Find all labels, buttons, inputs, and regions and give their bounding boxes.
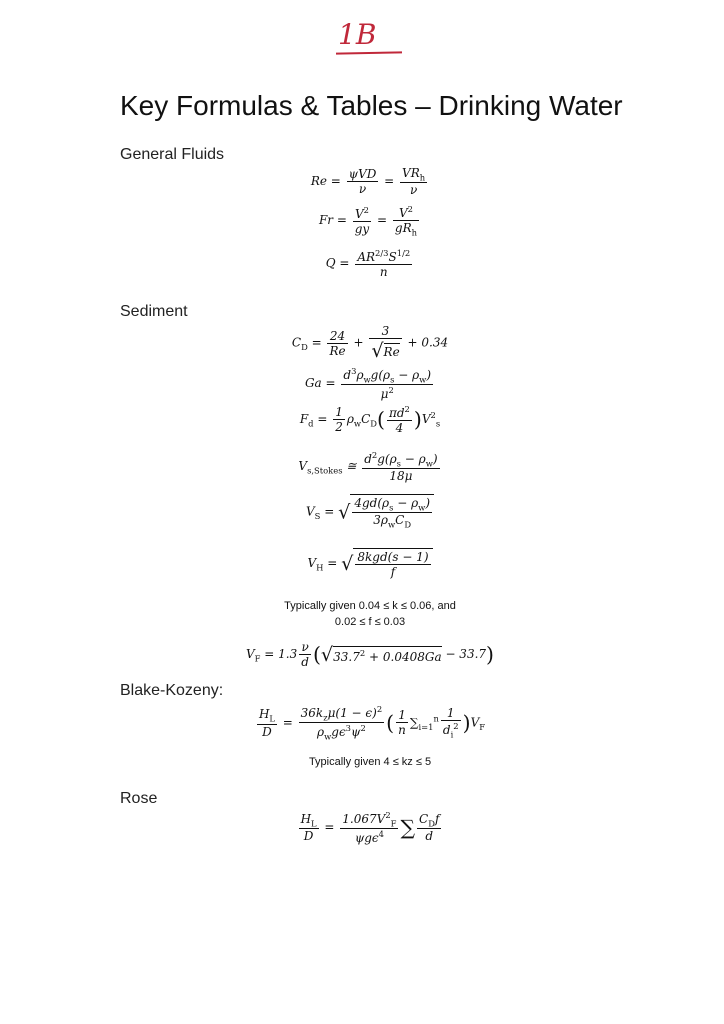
formula-term: =: [320, 504, 339, 519]
formula-term: 18μ: [389, 469, 413, 484]
formula-fraction: [387, 404, 412, 435]
formula-term: ψ: [351, 725, 361, 740]
formula-term: F: [299, 412, 309, 426]
formula-sub: D: [301, 341, 308, 352]
formula-sup: 2: [404, 404, 410, 414]
formula-fraction: [327, 329, 347, 358]
formula-term: Re: [383, 344, 400, 359]
formula-term: =: [323, 556, 342, 570]
formula-bracket: ∑: [400, 815, 416, 840]
formula-sub: h: [411, 227, 418, 238]
formula-term: Fr =: [318, 213, 351, 228]
formula-settling-velocity: [0, 494, 724, 530]
formula-fraction: [347, 167, 379, 196]
numerator: [387, 404, 412, 421]
formula-fraction: [417, 812, 441, 843]
formula-term: H: [300, 812, 312, 826]
formula-bracket: ): [413, 407, 422, 432]
radical-sign: √: [320, 643, 334, 666]
formula-sub: s,Stokes: [307, 465, 343, 476]
formula-term: 3ρ: [373, 513, 388, 528]
formula-term: =: [278, 715, 297, 730]
formula-term: gR: [394, 221, 412, 235]
numerator: [333, 405, 345, 420]
numerator: [441, 706, 461, 721]
formula-term: ν: [409, 183, 418, 198]
denominator: [299, 723, 385, 741]
handwritten-annotation: 1B: [338, 18, 377, 51]
formula-term: =: [320, 820, 339, 835]
numerator: [299, 704, 385, 723]
formula-sub: w: [425, 458, 433, 469]
formula-term: gϵ: [331, 725, 346, 740]
formula-term: D: [262, 724, 272, 739]
formula-bracket: (: [312, 642, 321, 667]
formula-term: − ρ: [393, 496, 419, 510]
annotation-underline: [336, 51, 402, 54]
formula-term: − ρ: [400, 452, 426, 466]
radicand: [333, 646, 441, 664]
formula-term: ν: [301, 640, 309, 654]
formula-bracket: ): [462, 710, 471, 735]
numerator: [393, 204, 419, 221]
section-rose: Rose: [120, 790, 158, 807]
formula-sub: F: [254, 653, 261, 664]
formula-sup: 1/2: [396, 248, 411, 258]
formula-drag-force: [0, 404, 724, 435]
formula-term: d: [364, 452, 372, 466]
denominator: [441, 721, 461, 739]
formula-term: 4gd(ρ: [354, 496, 390, 510]
formula-term: V: [354, 207, 364, 222]
formula-term: 1.067V: [342, 812, 386, 826]
radicand: [353, 548, 432, 579]
formula-term: =: [307, 335, 326, 350]
formula-term: V: [245, 647, 255, 661]
formula-fraction: [333, 405, 345, 434]
numerator: [400, 166, 427, 183]
formula-term: 1: [446, 706, 455, 721]
denominator: [327, 344, 347, 358]
formula-term: 33.7: [333, 649, 360, 664]
numerator: [396, 708, 408, 723]
formula-bracket: (: [386, 710, 395, 735]
denominator: [341, 385, 433, 401]
radical-sign: √: [371, 339, 384, 362]
formula-scour-velocity: [0, 548, 724, 579]
formula-term: ρ: [356, 368, 364, 382]
formula-term: V: [307, 556, 317, 570]
note-kz-range: Typically given 4 ≤ kz ≤ 5: [308, 756, 432, 768]
formula-fraction: [396, 708, 408, 737]
denominator: [347, 182, 379, 196]
formula-sub: L: [311, 818, 317, 829]
formula-term: ρ: [317, 725, 325, 740]
formula-sup: n: [433, 713, 439, 724]
formula-term: d: [301, 655, 309, 669]
denominator: [299, 829, 319, 843]
formula-sub: D: [370, 418, 377, 429]
formula-fraction: [352, 496, 432, 530]
formula-term: n: [379, 265, 388, 279]
formula-term: D: [303, 829, 314, 844]
formula-froude: [0, 204, 724, 237]
formula-term: ): [426, 368, 432, 382]
denominator: [353, 222, 371, 236]
formula-term: Q =: [325, 256, 354, 270]
formula-term: V: [421, 412, 431, 426]
radicand: [384, 343, 400, 359]
formula-term: 8kgd(s − 1): [357, 550, 429, 564]
formula-term: C: [361, 412, 371, 426]
denominator: [387, 421, 412, 435]
note-k-range: Typically given 0.04 ≤ k ≤ 0.06, and: [284, 600, 456, 612]
formula-sub: i: [450, 729, 454, 740]
formula-sub: z: [323, 712, 328, 723]
formula-fraction: [362, 450, 439, 483]
formula-term: +: [349, 335, 368, 350]
formula-sub: H: [316, 562, 324, 573]
formula-sup: 3: [345, 723, 352, 734]
formula-term: C: [395, 513, 405, 528]
formula-stokes-velocity: [0, 450, 724, 483]
formula-term: ψgϵ: [354, 831, 379, 846]
formula-term: V: [398, 206, 408, 220]
formula-term: g(ρ: [377, 452, 397, 466]
formula-sub: s: [390, 374, 395, 385]
denominator: [400, 183, 427, 197]
formula-fraction: [369, 324, 401, 362]
formula-sub: F: [479, 721, 486, 732]
formula-sub: w: [353, 418, 362, 429]
formula-term: − ρ: [394, 368, 420, 382]
formula-term: + 0.34: [403, 335, 449, 350]
formula-bracket: ): [486, 642, 494, 667]
denominator: [396, 723, 408, 737]
formula-sqrt: [371, 339, 399, 362]
formula-term: ψVD: [348, 167, 377, 182]
formula-term: AR: [357, 250, 376, 264]
formula-rose: [0, 810, 724, 845]
formula-galileo: [0, 366, 724, 401]
formula-term: d: [425, 829, 434, 844]
formula-sqrt: [338, 494, 434, 530]
formula-term: 1: [398, 708, 406, 723]
formula-sub: S: [314, 510, 321, 521]
formula-sup: 2/3: [375, 248, 389, 258]
numerator: [352, 496, 432, 513]
formula-sup: 3: [351, 366, 357, 376]
formula-term: 24: [329, 328, 346, 343]
formula-sup: 2: [359, 647, 366, 658]
formula-drag-coefficient: [0, 324, 724, 362]
formula-sub: s: [389, 502, 394, 513]
formula-fraction: [299, 812, 319, 843]
radical-sign: √: [338, 500, 351, 524]
numerator: [347, 167, 379, 182]
formula-sub: i=1: [418, 721, 434, 732]
formula-sub: D: [404, 519, 412, 530]
formula-sup: 2: [376, 704, 383, 714]
numerator: [257, 707, 277, 724]
formula-fraction: [441, 706, 461, 739]
formula-term: =: [313, 412, 332, 426]
numerator: [299, 640, 311, 655]
formula-term: ν: [358, 182, 367, 197]
page-title: Key Formulas & Tables – Drinking Water: [120, 90, 623, 121]
formula-sup: 2: [371, 450, 378, 460]
formula-reynolds: [0, 166, 724, 197]
formula-sub: L: [269, 713, 275, 724]
section-blake-kozeny: Blake-Kozeny:: [120, 682, 224, 699]
formula-term: =: [373, 213, 391, 228]
formula-term: gy: [354, 222, 370, 237]
formula-sup: 2: [430, 410, 436, 420]
formula-term: =: [380, 174, 399, 189]
numerator: [341, 366, 433, 385]
note-f-range: 0.02 ≤ f ≤ 0.03: [334, 616, 406, 628]
denominator: [299, 655, 311, 669]
formula-bracket: (: [376, 407, 385, 432]
formula-fraction: [299, 704, 385, 742]
formula-term: V: [306, 504, 315, 519]
formula-sup: 2: [407, 204, 413, 214]
formula-sub: s: [396, 458, 401, 469]
formula-term: VR: [402, 166, 420, 180]
formula-term: 4: [395, 421, 404, 435]
formula-term: + 0.0408Ga: [365, 649, 442, 664]
section-general-fluids: General Fluids: [120, 146, 225, 163]
formula-sqrt: [321, 643, 442, 666]
formula-filtration-velocity: [0, 640, 724, 669]
formula-sub: h: [419, 172, 426, 183]
formula-term: C: [419, 812, 429, 826]
numerator: [417, 812, 441, 829]
formula-term: S: [388, 250, 397, 264]
formula-term: Re =: [310, 174, 345, 189]
formula-term: V: [470, 715, 480, 730]
numerator: [299, 812, 319, 829]
formula-term: 36k: [300, 706, 324, 720]
formula-sub: w: [363, 374, 371, 385]
formula-term: g(ρ: [370, 368, 391, 382]
formula-fraction: [341, 366, 433, 401]
radicand: [350, 494, 434, 530]
formula-fraction: [299, 640, 311, 669]
formula-term: Re: [329, 343, 346, 358]
formula-sub: w: [419, 374, 427, 385]
formula-sub: D: [428, 818, 435, 829]
formula-sqrt: [341, 548, 432, 579]
formula-sub: w: [324, 731, 332, 742]
denominator: [369, 339, 401, 362]
denominator: [340, 829, 398, 845]
formula-term: Ga =: [304, 376, 340, 391]
denominator: [257, 725, 277, 739]
formula-fraction: [355, 248, 412, 279]
formula-term: ): [432, 452, 438, 466]
numerator: [362, 450, 439, 469]
section-sediment: Sediment: [120, 303, 188, 320]
formula-sup: 2: [385, 810, 391, 820]
formula-sub: d: [308, 418, 314, 429]
numerator: [355, 550, 430, 565]
formula-term: d: [442, 723, 451, 738]
formula-term: H: [258, 707, 270, 722]
formula-term: μ(1 − ϵ): [327, 706, 377, 720]
numerator: [340, 810, 398, 829]
numerator: [327, 329, 347, 344]
numerator: [355, 248, 412, 265]
formula-fraction: [393, 204, 419, 237]
formula-manning: [0, 248, 724, 279]
formula-sub: w: [418, 502, 426, 513]
formula-term: d: [343, 368, 352, 382]
formula-sub: w: [387, 519, 396, 530]
numerator: [369, 324, 401, 339]
denominator: [333, 420, 345, 434]
formula-fraction: [257, 707, 277, 738]
formula-sup: 2: [363, 205, 369, 216]
formula-blake-kozeny: [0, 704, 724, 742]
formula-fraction: [355, 550, 430, 579]
formula-fraction: [353, 205, 371, 236]
formula-term: πd: [388, 406, 405, 420]
formula-term: μ: [380, 387, 389, 402]
formula-term: 2: [335, 420, 343, 434]
formula-term: n: [398, 723, 406, 738]
formula-term: f: [434, 812, 440, 826]
formula-term: − 33.7: [441, 647, 487, 661]
formula-sup: 4: [378, 829, 384, 840]
formula-term: ≅: [342, 459, 361, 474]
formula-term: 1: [335, 405, 343, 419]
denominator: [355, 565, 430, 579]
denominator: [417, 829, 441, 843]
formula-sup: 2: [360, 723, 366, 734]
formula-term: = 1.3: [260, 647, 298, 661]
formula-sup: 2: [388, 385, 394, 396]
formula-sup: 2: [453, 721, 459, 732]
formula-term: C: [291, 335, 302, 350]
denominator: [362, 469, 439, 483]
formula-sub: s: [435, 418, 441, 429]
formula-term: V: [298, 459, 308, 474]
formula-term: ρ: [346, 412, 354, 426]
radical-sign: √: [341, 552, 354, 575]
denominator: [352, 513, 432, 529]
numerator: [353, 205, 371, 222]
formula-sub: F: [390, 818, 397, 829]
formula-term: ∑: [409, 715, 419, 730]
formula-term: ): [425, 496, 430, 510]
formula-term: 3: [381, 324, 390, 338]
formula-fraction: [400, 166, 427, 197]
denominator: [355, 265, 412, 279]
denominator: [393, 221, 419, 237]
formula-term: f: [390, 565, 396, 579]
formula-fraction: [340, 810, 398, 845]
